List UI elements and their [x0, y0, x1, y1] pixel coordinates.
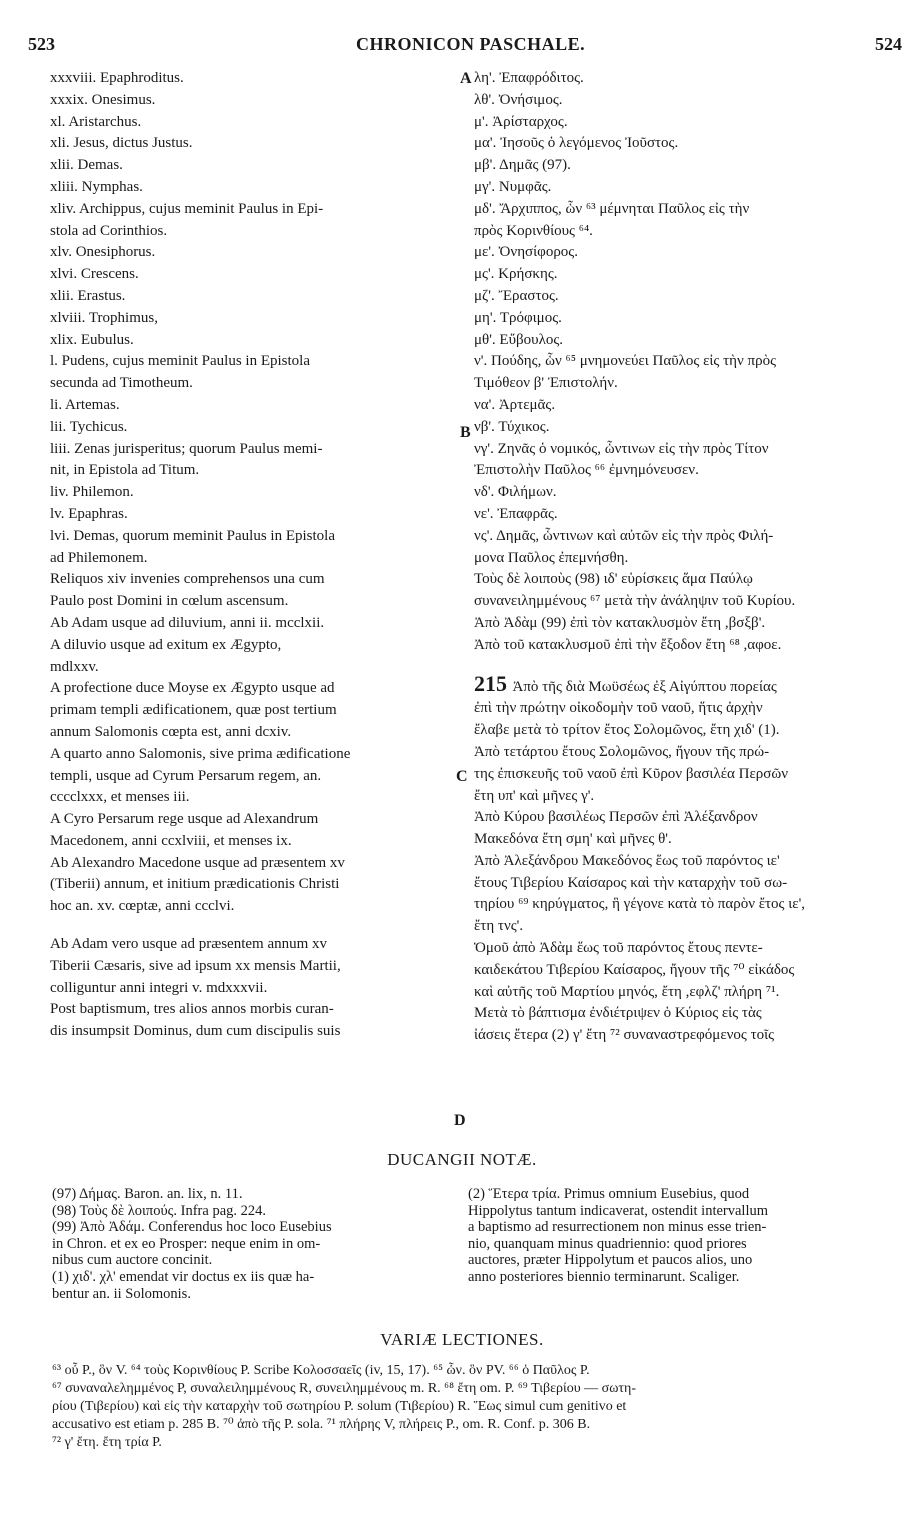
page-number-right: 524	[875, 34, 902, 54]
greek-line: ν'. Πούδης, ὧν ⁶⁵ μνημονεύει Παῦλος εἰς τὴν πρὸς	[474, 353, 777, 370]
note-line: bentur an. ii Solomonis.	[52, 1285, 191, 1302]
greek-line: Τοὺς δὲ λοιποὺς (98) ιδ' εὑρίσκεις ἅμα Παύλῳ	[474, 571, 753, 588]
note-line: (1) χιδ'. χλ' emendat vir doctus ex iis quæ ha-	[52, 1268, 315, 1285]
latin-column	[50, 68, 448, 1043]
greek-line: νβ'. Τύχικος.	[474, 418, 550, 435]
greek-line: λθ'. Ὀνήσιμος.	[474, 91, 563, 108]
greek-line: Ἀπὸ Ἀδὰμ (99) ἐπὶ τὸν κατακλυσμὸν ἔτη ,βσξβ'.	[474, 614, 766, 631]
note-line: (97) Δήμας. Baron. an. lix, n. 11.	[52, 1186, 243, 1202]
latin-line: hoc an. xv. cœptæ, anni ccclvi.	[50, 898, 235, 915]
latin-line: Ab Adam usque ad diluvium, anni ii. mcclxii.	[50, 614, 325, 631]
latin-line: secunda ad Timotheum.	[50, 375, 193, 392]
variant-line: ⁷² γ' ἔτη. ἔτη τρία P.	[52, 1435, 162, 1450]
note-line: (98) Τοὺς δὲ λοιπούς. Infra pag. 224.	[52, 1202, 267, 1219]
greek-line: Ὁμοῦ ἀπὸ Ἀδὰμ ἕως τοῦ παρόντος ἔτους πεντε-	[474, 940, 763, 957]
greek-line: λη'. Ἐπαφρόδιτος.	[474, 70, 584, 86]
latin-line: xl. Aristarchus.	[50, 113, 142, 130]
latin-line: xlii. Erastus.	[50, 287, 126, 304]
paragraph-gap	[50, 918, 448, 934]
greek-line: τηρίου ⁶⁹ κηρύγματος, ἣ γέγονε κατὰ τὸ παρὸν ἔτος ιε',	[474, 896, 806, 913]
greek-line: καὶ αὐτῆς τοῦ Μαρτίου μηνός, ἔτη ,εφλζ' πλήρη ⁷¹.	[474, 983, 780, 1000]
latin-line: Post baptismum, tres alios annos morbis curan-	[50, 1001, 334, 1018]
page-number-left: 523	[28, 34, 55, 54]
variae-lectiones	[52, 1362, 892, 1452]
section-number: 215	[474, 670, 513, 696]
notes-right-column	[468, 1186, 888, 1286]
greek-line: Μακεδόνα ἔτη σμη' καὶ μῆνες θ'.	[474, 831, 672, 848]
greek-line: μζ'. Ἔραστος.	[474, 287, 559, 304]
greek-line: μς'. Κρήσκης.	[474, 266, 558, 283]
latin-line: xliii. Nymphas.	[50, 178, 143, 195]
greek-line: της ἐπισκευῆς τοῦ ναοῦ ἐπὶ Κῦρον βασιλέα Περσῶν	[474, 765, 788, 782]
greek-line: μονα Παῦλος ἐπεμνήσθη.	[474, 549, 629, 566]
latin-line: dis insumpsit Dominus, dum cum discipulis suis	[50, 1023, 341, 1040]
variant-line: accusativo est etiam p. 285 B. ⁷⁰ ἀπὸ τῆς P. sola. ⁷¹ πλήρης V, πλήρεις P., om. R. Conf. p. 306 B.	[52, 1417, 591, 1432]
note-line: a baptismo ad resurrectionem non minus esse trien-	[468, 1219, 767, 1236]
latin-line: Paulo post Domini in cœlum ascensum.	[50, 593, 289, 610]
greek-line: μη'. Τρόφιμος.	[474, 309, 562, 326]
latin-line: xlii. Demas.	[50, 157, 123, 174]
variant-line: ⁶³ οὗ P., ὃν V. ⁶⁴ τοὺς Κορινθίους P. Scribe Κολοσσαεῖς (iv, 15, 17). ⁶⁵ ὧν. ὃν PV. ⁶⁶ ὁ Παῦλος P.	[52, 1363, 590, 1378]
margin-letter-b: B	[460, 424, 471, 441]
variae-heading: VARIÆ LECTIONES.	[380, 1330, 544, 1349]
note-line: in Chron. et ex eo Prosper: neque enim in om-	[52, 1235, 321, 1252]
latin-line: primam templi ædificationem, quæ post tertium	[50, 702, 337, 719]
note-line: auctores, præter Hippolytum et paucos alios, uno	[468, 1252, 753, 1269]
latin-line: templi, usque ad Cyrum Persarum regem, an.	[50, 767, 322, 784]
latin-line: cccclxxx, et menses iii.	[50, 789, 190, 806]
greek-line: ἔτη τνς'.	[474, 918, 524, 935]
latin-line: (Tiberii) annum, et initium prædicationis Christi	[50, 876, 340, 893]
greek-line: ἐπὶ τὴν πρώτην οἰκοδομὴν τοῦ ναοῦ, ἥτις ἀρχὴν	[474, 700, 763, 717]
latin-line: xlviii. Trophimus,	[50, 309, 158, 326]
greek-line: πρὸς Κορινθίους ⁶⁴.	[474, 222, 593, 239]
greek-line: μδ'. Ἄρχιππος, ὧν ⁶³ μέμνηται Παῦλος εἰς τὴν	[474, 200, 750, 217]
latin-line: xliv. Archippus, cujus meminit Paulus in Epi-	[50, 200, 324, 217]
variant-line: ⁶⁷ συναναλελημμένος P, συναλειλημμένους R, συνειλημμένους m. R. ⁶⁸ ἔτη om. P. ⁶⁹ Τιβερίου — σωτη-	[52, 1381, 637, 1396]
margin-letter-a: A	[460, 70, 472, 87]
greek-line: ἔτη υπ' καὶ μῆνες γ'.	[474, 787, 595, 804]
greek-line: συνανειλημμένους ⁶⁷ μετὰ τὴν ἀνάληψιν τοῦ Κυρίου.	[474, 593, 796, 610]
greek-line: μγ'. Νυμφᾶς.	[474, 178, 552, 195]
latin-line: Ab Alexandro Macedone usque ad præsentem xv	[50, 854, 345, 871]
latin-line: A quarto anno Salomonis, sive prima ædificatione	[50, 745, 351, 762]
greek-line: Ἐπιστολὴν Παῦλος ⁶⁶ ἐμνημόνευσεν.	[474, 462, 699, 479]
latin-line: lvi. Demas, quorum meminit Paulus in Epistola	[50, 527, 335, 544]
greek-line: νδ'. Φιλήμων.	[474, 484, 557, 501]
margin-letter-c: C	[456, 768, 468, 785]
latin-line: A diluvio usque ad exitum ex Ægypto,	[50, 636, 282, 653]
latin-line: li. Artemas.	[50, 396, 120, 413]
greek-line: Ἀπὸ τοῦ κατακλυσμοῦ ἐπὶ τὴν ἔξοδον ἔτη ⁶⁸ ,αφοε.	[474, 636, 782, 653]
greek-line: μθ'. Εὔβουλος.	[474, 331, 564, 348]
latin-line: lii. Tychicus.	[50, 418, 128, 435]
greek-line: νε'. Ἐπαφρᾶς.	[474, 505, 558, 522]
latin-line: xxxix. Onesimus.	[50, 91, 156, 108]
greek-line: ἔτους Τιβερίου Καίσαρος καὶ τὴν καταρχὴν τοῦ σω-	[474, 874, 788, 891]
latin-line: xlvi. Crescens.	[50, 266, 139, 283]
latin-line: A profectione duce Moyse ex Ægypto usque ad	[50, 680, 335, 697]
latin-line: xlix. Eubulus.	[50, 331, 134, 348]
notes-heading: DUCANGII NOTÆ.	[387, 1150, 537, 1169]
latin-line: A Cyro Persarum rege usque ad Alexandrum	[50, 811, 319, 828]
latin-line: Reliquos xiv invenies comprehensos una cum	[50, 571, 325, 588]
greek-line: Μετὰ τὸ βάπτισμα ἐνδιέτριψεν ὁ Κύριος εἰς τὰς	[474, 1005, 762, 1022]
greek-column	[474, 68, 894, 1047]
latin-line: Macedonem, anni ccxlviii, et menses ix.	[50, 832, 292, 849]
note-line: nio, quanquam minus quadriennio: quod priores	[468, 1235, 747, 1252]
note-line: (99) Ἀπὸ Ἀδάμ. Conferendus hoc loco Eusebius	[52, 1219, 332, 1236]
greek-line: νς'. Δημᾶς, ὧντινων καὶ αὐτῶν εἰς τὴν πρὸς Φιλή-	[474, 527, 774, 544]
greek-line: νγ'. Ζηνᾶς ὁ νομικός, ὧντινων εἰς τὴν πρὸς Τίτον	[474, 440, 769, 457]
greek-line: Τιμόθεον β' Ἐπιστολήν.	[474, 375, 618, 392]
latin-line: stola ad Corinthios.	[50, 222, 168, 239]
latin-line: xlv. Onesiphorus.	[50, 244, 156, 261]
greek-line: Ἀπὸ τετάρτου ἔτους Σολομῶνος, ἤγουν τῆς πρώ-	[474, 743, 770, 760]
latin-line: ad Philemonem.	[50, 549, 148, 566]
running-head: CHRONICON PASCHALE.	[356, 34, 586, 54]
latin-line: annum Salomonis cœpta est, anni dcxiv.	[50, 723, 292, 740]
note-line: nibus cum auctore concinit.	[52, 1252, 213, 1269]
note-line: anno posteriores biennio terminarunt. Scaliger.	[468, 1268, 740, 1285]
latin-line: Ab Adam vero usque ad præsentem annum xv	[50, 936, 328, 953]
greek-line: Ἀπὸ Ἀλεξάνδρου Μακεδόνος ἕως τοῦ παρόντος ιε'	[474, 852, 780, 869]
notes-left-column	[52, 1186, 452, 1302]
latin-line: colliguntur anni integri v. mdxxxvii.	[50, 979, 268, 996]
greek-line: μ'. Ἀρίσταρχος.	[474, 113, 568, 130]
greek-line: με'. Ὀνησίφορος.	[474, 244, 578, 261]
note-line: (2) Ἕτερα τρία. Primus omnium Eusebius, quod	[468, 1186, 750, 1202]
latin-line: nit, in Epistola ad Titum.	[50, 462, 200, 479]
paragraph-gap	[474, 657, 894, 673]
variant-line: ρίου (Τιβερίου) καὶ εἰς τὴν καταρχὴν τοῦ σωτηρίου P. solum (Τιβερίου) R. Ἕως simul cum genitivo et	[52, 1399, 627, 1414]
note-line: Hippolytus tantum indicaverat, ostendit intervallum	[468, 1202, 769, 1219]
latin-line: xxxviii. Epaphroditus.	[50, 70, 184, 86]
latin-line: mdlxxv.	[50, 658, 99, 675]
greek-line: ἔλαβε μετὰ τὸ τρίτον ἔτος Σολομῶνος, ἔτη χιδ' (1).	[474, 722, 780, 739]
greek-line: καιδεκάτου Τιβερίου Καίσαρος, ἤγουν τῆς ⁷⁰ εἰκάδος	[474, 961, 795, 978]
latin-line: liii. Zenas jurisperitus; quorum Paulus memi-	[50, 440, 323, 457]
margin-letter-d: D	[454, 1112, 466, 1129]
greek-line: μα'. Ἰησοῦς ὁ λεγόμενος Ἰοῦστος.	[474, 135, 679, 152]
greek-line: 215 Ἀπὸ τῆς διὰ Μωϋσέως ἐξ Αἰγύπτου πορείας	[474, 670, 777, 696]
latin-line: lv. Epaphras.	[50, 505, 128, 522]
latin-line: xli. Jesus, dictus Justus.	[50, 135, 193, 152]
page-header	[28, 34, 902, 60]
greek-line: μβ'. Δημᾶς (97).	[474, 157, 571, 174]
latin-line: Tiberii Cæsaris, sive ad ipsum xx mensis Martii,	[50, 957, 341, 974]
latin-line: l. Pudens, cujus meminit Paulus in Epistola	[50, 353, 310, 370]
greek-line: Ἀπὸ Κύρου βασιλέως Περσῶν ἐπὶ Ἀλέξανδρον	[474, 809, 758, 826]
greek-line: ἰάσεις ἕτερα (2) γ' ἔτη ⁷² συναναστρεφόμενος τοῖς	[474, 1027, 775, 1044]
latin-line: liv. Philemon.	[50, 484, 134, 501]
greek-line: να'. Ἀρτεμᾶς.	[474, 396, 556, 413]
